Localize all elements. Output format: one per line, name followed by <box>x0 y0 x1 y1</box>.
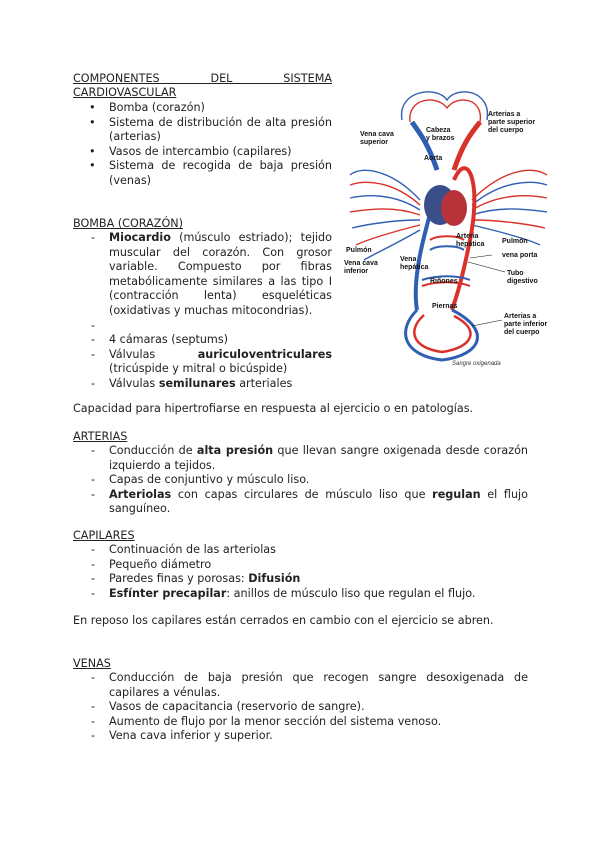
label-arteria-hepatica: Arteria <box>456 233 479 240</box>
label-arterias-sup-2: parte superior <box>488 119 536 126</box>
cardio-title-line1: COMPONENTES DEL SISTEMA <box>73 72 332 85</box>
label-piernas: Piernas <box>432 303 458 310</box>
list-item: - Válvulas auriculoventriculares (tricúspide y mitral o bicúspide) <box>109 348 332 377</box>
diagram-labels <box>344 111 547 367</box>
arterias-title: ARTERIAS <box>73 430 128 443</box>
label-aorta: Aorta <box>424 155 443 162</box>
list-item: - Arteriolas con capas circulares de músculo liso que regulan el flujo sanguíneo. <box>109 488 528 517</box>
label-vena-cava-superior: Vena cava <box>360 131 394 138</box>
label-cabeza-2: y brazos <box>426 135 455 142</box>
venas-title: VENAS <box>73 657 111 670</box>
label-vena-cava-superior-2: superior <box>360 139 389 146</box>
list-item: - 4 cámaras (septums) <box>109 333 332 348</box>
capacidad-text: Capacidad para hipertrofiarse en respuesta al ejercicio o en patologías. <box>73 402 474 415</box>
label-vena-cava-inferior: Vena cava <box>344 260 378 267</box>
bomba-list <box>109 231 332 392</box>
list-item: • Sistema de recogida de baja presión (venas) <box>109 159 332 188</box>
list-item: - Conducción de baja presión que recogen sangre desoxigenada de capilares a vénulas. <box>109 671 528 700</box>
label-tubo: Tubo <box>507 270 524 277</box>
pointer-lines <box>468 255 505 326</box>
label-rinones: Riñones <box>430 278 458 285</box>
cardio-list <box>109 101 332 189</box>
label-vena-hepatica: Vena <box>400 256 417 263</box>
list-item: - Esfínter precapilar: anillos de músculo liso que regulan el flujo. <box>109 587 528 602</box>
label-vena-hepatica-2: hepática <box>400 264 429 271</box>
capilares-list <box>109 543 528 601</box>
list-item: • Vasos de intercambio (capilares) <box>109 145 332 160</box>
circulatory-diagram <box>342 80 557 370</box>
list-item: - Miocardio (músculo estriado); tejido muscular del corazón. Con grosor variable. Compuesto por fibras metabólicamente similares a las tipo I (contracción lenta) esqueléticas (oxidativas y muchas mitocondrias). <box>109 231 332 319</box>
label-vena-cava-inferior-2: inferior <box>344 268 369 275</box>
label-arterias-sup-3: del cuerpo <box>488 127 524 134</box>
list-item: • Sistema de distribución de alta presión (arterias) <box>109 116 332 145</box>
label-arteria-hepatica-2: hepática <box>456 241 485 248</box>
list-item: - Vena cava inferior y superior. <box>109 729 528 744</box>
list-item <box>109 319 332 334</box>
label-vena-porta: vena porta <box>502 252 538 259</box>
heart <box>424 185 467 226</box>
label-pulmon-izq: Pulmón <box>346 247 372 254</box>
label-arterias-inf-3: del cuerpo <box>504 329 540 336</box>
label-leyenda: Sangre oxigenada <box>452 361 501 367</box>
venas-list <box>109 671 528 744</box>
cardio-title-line2: CARDIOVASCULAR <box>73 86 177 99</box>
list-item: - Continuación de las arteriolas <box>109 543 528 558</box>
capilares-title: CAPILARES <box>73 529 135 542</box>
list-item: - Capas de conjuntivo y músculo liso. <box>109 473 528 488</box>
label-arterias-inf-2: parte inferior <box>504 321 548 328</box>
label-tubo-2: digestivo <box>507 278 538 285</box>
list-item: - Válvulas semilunares arteriales <box>109 377 332 392</box>
arterias-list <box>109 444 528 517</box>
list-item: • Bomba (corazón) <box>109 101 332 116</box>
cardio-title <box>73 72 332 87</box>
label-arterias-sup: Arterias a <box>488 111 521 118</box>
label-cabeza: Cabeza <box>426 127 451 134</box>
label-pulmon-der: Pulmón <box>502 238 528 245</box>
bomba-title: BOMBA (CORAZÓN) <box>73 217 183 230</box>
list-item: - Vasos de capacitancia (reservorio de sangre). <box>109 700 528 715</box>
list-item: - Paredes finas y porosas: Difusión <box>109 572 528 587</box>
label-arterias-inf: Arterias a <box>504 313 537 320</box>
list-item: - Conducción de alta presión que llevan sangre oxigenada desde corazón izquierdo a tejidos. <box>109 444 528 473</box>
list-item: - Pequeño diámetro <box>109 558 528 573</box>
right-lung-capillaries <box>472 170 547 245</box>
list-item: - Aumento de flujo por la menor sección del sistema venoso. <box>109 715 528 730</box>
reposo-text: En reposo los capilares están cerrados en cambio con el ejercicio se abren. <box>73 614 494 627</box>
